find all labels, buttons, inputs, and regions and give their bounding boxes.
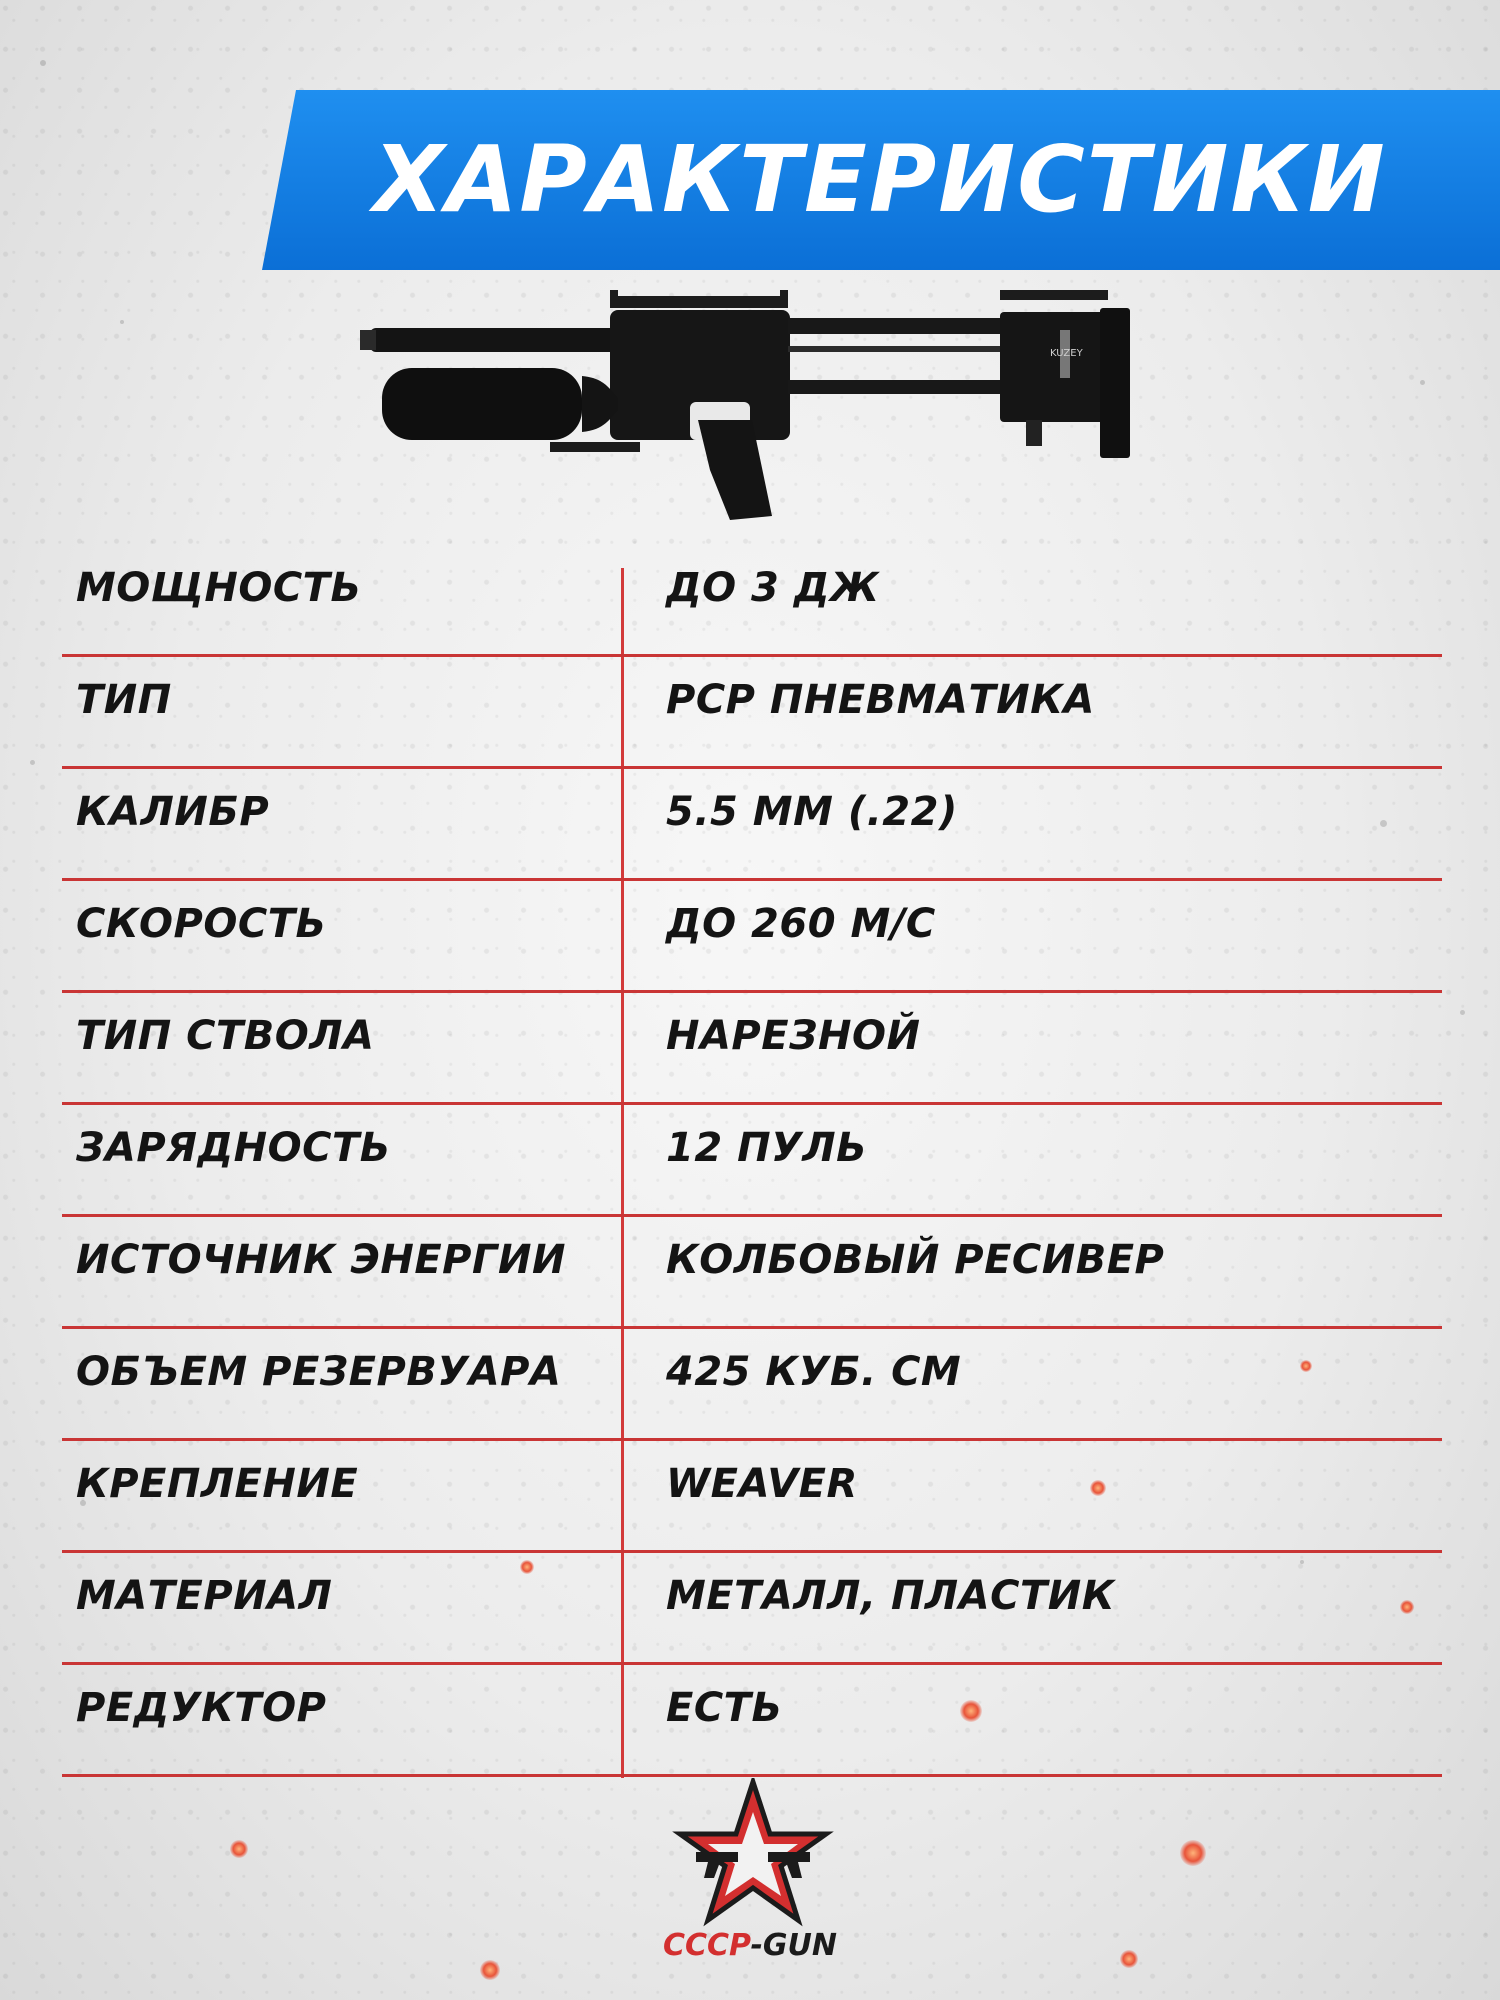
page-title: ХАРАКТЕРИСТИКИ <box>373 126 1387 233</box>
spec-value: НАРЕЗНОЙ <box>666 1013 921 1059</box>
brand-name-part1: CCCP <box>662 1928 751 1963</box>
spec-label: ИСТОЧНИК ЭНЕРГИИ <box>76 1237 566 1283</box>
table-row <box>62 1329 1442 1441</box>
table-row <box>62 657 1442 769</box>
table-row <box>62 1441 1442 1553</box>
table-row <box>62 1665 1442 1777</box>
spec-value: МЕТАЛЛ, ПЛАСТИК <box>666 1573 1115 1619</box>
spec-label: МАТЕРИАЛ <box>76 1573 333 1619</box>
spec-label: КАЛИБР <box>76 789 270 835</box>
spec-label: СКОРОСТЬ <box>76 901 327 947</box>
table-row <box>62 1217 1442 1329</box>
spec-label: КРЕПЛЕНИЕ <box>76 1461 359 1507</box>
spec-label: МОЩНОСТЬ <box>76 565 362 611</box>
table-row <box>62 545 1442 657</box>
table-row <box>62 769 1442 881</box>
spec-value: WEAVER <box>666 1461 858 1507</box>
table-row <box>62 881 1442 993</box>
brand-logo-icon <box>668 1778 838 1928</box>
spec-label: ТИП СТВОЛА <box>76 1013 375 1059</box>
brand-name-part2: -GUN <box>750 1928 838 1963</box>
brand-name <box>640 1928 860 1963</box>
rifle-marking: KUZEY <box>1050 348 1083 359</box>
spec-label: ОБЪЕМ РЕЗЕРВУАРА <box>76 1349 562 1395</box>
spec-value: 5.5 ММ (.22) <box>666 789 958 835</box>
spec-label: РЕДУКТОР <box>76 1685 327 1731</box>
spec-label: ТИП <box>76 677 172 723</box>
spec-value: КОЛБОВЫЙ РЕСИВЕР <box>666 1237 1165 1283</box>
spec-value: ДО 260 М/С <box>666 901 936 947</box>
table-row <box>62 1553 1442 1665</box>
spec-value: ЕСТЬ <box>666 1685 783 1731</box>
table-row <box>62 1105 1442 1217</box>
spec-value: 425 КУБ. СМ <box>666 1349 962 1395</box>
spec-value: ДО 3 ДЖ <box>666 565 880 611</box>
spec-table <box>62 545 1442 1777</box>
table-row <box>62 993 1442 1105</box>
rifle-image <box>360 290 1140 530</box>
spec-value: PCP ПНЕВМАТИКА <box>666 677 1095 723</box>
spec-label: ЗАРЯДНОСТЬ <box>76 1125 391 1171</box>
spec-value: 12 ПУЛЬ <box>666 1125 868 1171</box>
